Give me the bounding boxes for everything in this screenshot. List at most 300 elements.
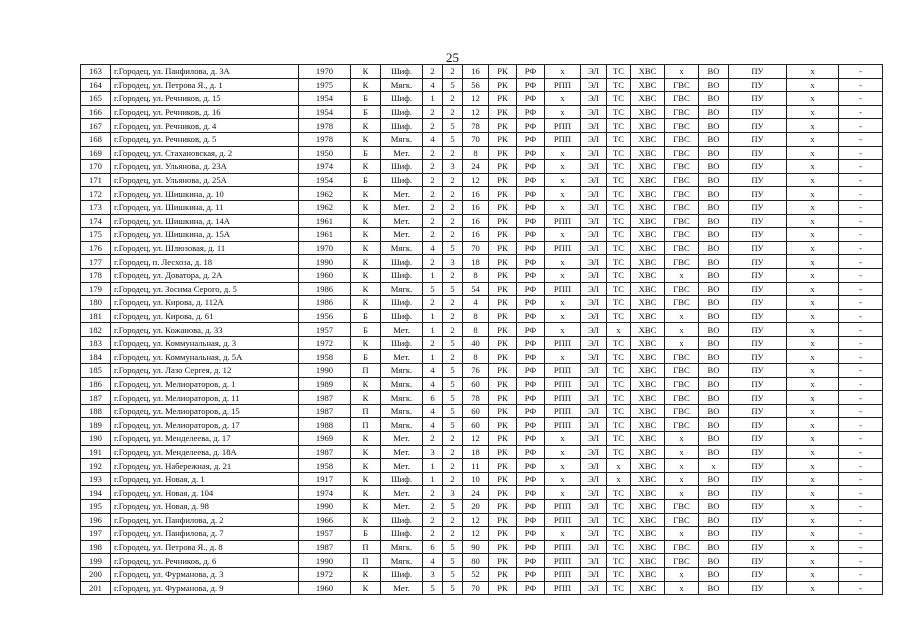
cell-row-number: 176 xyxy=(81,241,111,255)
table-row xyxy=(81,391,883,405)
cell-roof-type: Мет. xyxy=(381,200,423,214)
cell-wall-material: К xyxy=(351,78,381,92)
cell-col-ts: ТС xyxy=(607,160,631,174)
cell-col-rf: РФ xyxy=(517,187,545,201)
cell-year: 1989 xyxy=(299,377,351,391)
cell-col-vo: ВО xyxy=(699,78,729,92)
cell-address: г.Городец, ул. Новая, д. 1 xyxy=(111,472,299,486)
cell-col-rk: РК xyxy=(489,132,517,146)
cell-year: 1969 xyxy=(299,432,351,446)
cell-row-number: 192 xyxy=(81,459,111,473)
cell-col-hvs: ХВС xyxy=(631,323,665,337)
cell-col-vo: ВО xyxy=(699,119,729,133)
cell-col-vo: ВО xyxy=(699,336,729,350)
cell-year: 1974 xyxy=(299,486,351,500)
cell-col-x: х xyxy=(787,92,839,106)
cell-col-pu: ПУ xyxy=(729,78,787,92)
cell-col-vo: ВО xyxy=(699,500,729,514)
cell-col-hvs: ХВС xyxy=(631,309,665,323)
cell-col-el: ЭЛ xyxy=(581,567,607,581)
cell-col-rk: РК xyxy=(489,567,517,581)
cell-col-rpp: х xyxy=(545,146,581,160)
cell-row-number: 163 xyxy=(81,65,111,79)
cell-col-dash: - xyxy=(839,228,883,242)
cell-col-hvs: ХВС xyxy=(631,132,665,146)
cell-entrances: 2 xyxy=(423,146,443,160)
cell-col-x: х xyxy=(787,486,839,500)
cell-roof-type: Шиф. xyxy=(381,567,423,581)
cell-row-number: 171 xyxy=(81,173,111,187)
cell-roof-type: Мягк. xyxy=(381,132,423,146)
cell-col-pu: ПУ xyxy=(729,377,787,391)
cell-floors: 5 xyxy=(443,282,463,296)
cell-entrances: 2 xyxy=(423,527,443,541)
cell-col-ts: ТС xyxy=(607,105,631,119)
cell-col-el: ЭЛ xyxy=(581,78,607,92)
cell-col-rpp: РПП xyxy=(545,554,581,568)
cell-col-vo: ВО xyxy=(699,173,729,187)
cell-col-rpp: РПП xyxy=(545,282,581,296)
cell-col-hvs: ХВС xyxy=(631,581,665,595)
cell-col-ts: ТС xyxy=(607,173,631,187)
cell-year: 1990 xyxy=(299,554,351,568)
cell-col-ts: ТС xyxy=(607,200,631,214)
cell-col-rf: РФ xyxy=(517,119,545,133)
cell-col-vo: ВО xyxy=(699,364,729,378)
cell-col-dash: - xyxy=(839,105,883,119)
table-row xyxy=(81,459,883,473)
cell-col-rpp: РПП xyxy=(545,336,581,350)
cell-col-x: х xyxy=(787,567,839,581)
cell-roof-type: Мягк. xyxy=(381,540,423,554)
cell-col-rf: РФ xyxy=(517,432,545,446)
cell-entrances: 1 xyxy=(423,459,443,473)
cell-col-rf: РФ xyxy=(517,146,545,160)
cell-col-ts: ТС xyxy=(607,296,631,310)
cell-entrances: 4 xyxy=(423,78,443,92)
cell-col-x: х xyxy=(787,65,839,79)
cell-wall-material: К xyxy=(351,336,381,350)
cell-col-rpp: х xyxy=(545,65,581,79)
cell-roof-type: Шиф. xyxy=(381,336,423,350)
cell-roof-type: Мет. xyxy=(381,445,423,459)
cell-col-el: ЭЛ xyxy=(581,540,607,554)
cell-year: 1975 xyxy=(299,78,351,92)
cell-row-number: 193 xyxy=(81,472,111,486)
cell-row-number: 178 xyxy=(81,268,111,282)
cell-col-el: ЭЛ xyxy=(581,119,607,133)
cell-col-el: ЭЛ xyxy=(581,296,607,310)
cell-col-pu: ПУ xyxy=(729,404,787,418)
cell-wall-material: К xyxy=(351,268,381,282)
cell-col-x: х xyxy=(787,78,839,92)
table-row xyxy=(81,65,883,79)
table-row xyxy=(81,472,883,486)
cell-year: 1962 xyxy=(299,200,351,214)
cell-col-pu: ПУ xyxy=(729,350,787,364)
cell-col-vo: ВО xyxy=(699,418,729,432)
cell-apartments: 16 xyxy=(463,65,489,79)
cell-col-vo: ВО xyxy=(699,404,729,418)
cell-col-ts: ТС xyxy=(607,268,631,282)
cell-address: г.Городец, ул. Фурманова, д. 3 xyxy=(111,567,299,581)
cell-address: г.Городец, ул. Новая, д. 104 xyxy=(111,486,299,500)
cell-col-rk: РК xyxy=(489,350,517,364)
cell-col-el: ЭЛ xyxy=(581,282,607,296)
cell-col-hvs: ХВС xyxy=(631,214,665,228)
housing-table xyxy=(80,64,883,595)
cell-col-pu: ПУ xyxy=(729,92,787,106)
cell-floors: 3 xyxy=(443,486,463,500)
cell-apartments: 8 xyxy=(463,350,489,364)
cell-address: г.Городец, ул. Кирова, д. 112А xyxy=(111,296,299,310)
cell-apartments: 8 xyxy=(463,268,489,282)
cell-wall-material: П xyxy=(351,418,381,432)
cell-col-x: х xyxy=(787,459,839,473)
cell-col-gvs: х xyxy=(665,323,699,337)
cell-row-number: 172 xyxy=(81,187,111,201)
cell-floors: 2 xyxy=(443,268,463,282)
cell-col-hvs: ХВС xyxy=(631,336,665,350)
cell-col-el: ЭЛ xyxy=(581,513,607,527)
cell-entrances: 1 xyxy=(423,350,443,364)
cell-roof-type: Мягк. xyxy=(381,418,423,432)
cell-col-hvs: ХВС xyxy=(631,445,665,459)
cell-floors: 5 xyxy=(443,336,463,350)
cell-col-pu: ПУ xyxy=(729,323,787,337)
cell-col-x: х xyxy=(787,391,839,405)
cell-col-gvs: ГВС xyxy=(665,78,699,92)
cell-col-vo: ВО xyxy=(699,92,729,106)
cell-row-number: 196 xyxy=(81,513,111,527)
cell-col-ts: ТС xyxy=(607,241,631,255)
cell-year: 1987 xyxy=(299,404,351,418)
cell-roof-type: Мет. xyxy=(381,323,423,337)
cell-year: 1987 xyxy=(299,445,351,459)
cell-roof-type: Шиф. xyxy=(381,472,423,486)
cell-col-dash: - xyxy=(839,486,883,500)
cell-entrances: 5 xyxy=(423,581,443,595)
cell-apartments: 12 xyxy=(463,173,489,187)
cell-year: 1962 xyxy=(299,187,351,201)
cell-floors: 2 xyxy=(443,432,463,446)
table-row xyxy=(81,241,883,255)
cell-floors: 2 xyxy=(443,228,463,242)
cell-roof-type: Мет. xyxy=(381,214,423,228)
cell-col-rk: РК xyxy=(489,228,517,242)
cell-col-x: х xyxy=(787,445,839,459)
cell-roof-type: Мет. xyxy=(381,486,423,500)
cell-col-rpp: РПП xyxy=(545,418,581,432)
cell-col-x: х xyxy=(787,187,839,201)
cell-roof-type: Шиф. xyxy=(381,160,423,174)
cell-wall-material: К xyxy=(351,241,381,255)
cell-floors: 2 xyxy=(443,527,463,541)
cell-col-hvs: ХВС xyxy=(631,228,665,242)
cell-address: г.Городец, ул. Доватора, д. 2А xyxy=(111,268,299,282)
cell-col-rpp: РПП xyxy=(545,391,581,405)
cell-apartments: 16 xyxy=(463,228,489,242)
cell-col-gvs: ГВС xyxy=(665,418,699,432)
table-row xyxy=(81,350,883,364)
cell-wall-material: К xyxy=(351,459,381,473)
cell-year: 1960 xyxy=(299,268,351,282)
cell-address: г.Городец, ул. Лазо Сергея, д. 12 xyxy=(111,364,299,378)
cell-col-rf: РФ xyxy=(517,132,545,146)
cell-roof-type: Мягк. xyxy=(381,554,423,568)
cell-roof-type: Мягк. xyxy=(381,364,423,378)
cell-col-ts: ТС xyxy=(607,228,631,242)
cell-col-gvs: х xyxy=(665,432,699,446)
cell-col-pu: ПУ xyxy=(729,459,787,473)
cell-roof-type: Шиф. xyxy=(381,527,423,541)
cell-year: 1957 xyxy=(299,527,351,541)
cell-year: 1956 xyxy=(299,309,351,323)
cell-year: 1960 xyxy=(299,581,351,595)
cell-col-vo: ВО xyxy=(699,160,729,174)
cell-entrances: 2 xyxy=(423,255,443,269)
cell-col-rpp: х xyxy=(545,173,581,187)
table-row xyxy=(81,404,883,418)
cell-roof-type: Мет. xyxy=(381,459,423,473)
cell-col-vo: ВО xyxy=(699,228,729,242)
cell-year: 1970 xyxy=(299,241,351,255)
cell-col-x: х xyxy=(787,296,839,310)
cell-col-gvs: х xyxy=(665,309,699,323)
cell-col-ts: ТС xyxy=(607,418,631,432)
cell-col-dash: - xyxy=(839,296,883,310)
cell-col-rk: РК xyxy=(489,486,517,500)
cell-row-number: 165 xyxy=(81,92,111,106)
cell-col-rpp: РПП xyxy=(545,513,581,527)
cell-col-el: ЭЛ xyxy=(581,445,607,459)
cell-wall-material: К xyxy=(351,377,381,391)
cell-col-rf: РФ xyxy=(517,268,545,282)
cell-col-rf: РФ xyxy=(517,214,545,228)
cell-floors: 2 xyxy=(443,214,463,228)
cell-col-hvs: ХВС xyxy=(631,567,665,581)
cell-col-gvs: х xyxy=(665,527,699,541)
cell-col-rf: РФ xyxy=(517,323,545,337)
cell-apartments: 24 xyxy=(463,160,489,174)
cell-apartments: 24 xyxy=(463,486,489,500)
cell-wall-material: К xyxy=(351,228,381,242)
cell-col-x: х xyxy=(787,268,839,282)
cell-entrances: 2 xyxy=(423,336,443,350)
cell-col-rk: РК xyxy=(489,160,517,174)
cell-floors: 2 xyxy=(443,146,463,160)
cell-col-x: х xyxy=(787,214,839,228)
cell-year: 1958 xyxy=(299,459,351,473)
cell-col-el: ЭЛ xyxy=(581,160,607,174)
cell-col-gvs: ГВС xyxy=(665,364,699,378)
cell-col-pu: ПУ xyxy=(729,445,787,459)
cell-address: г.Городец, ул. Зосима Серого, д. 5 xyxy=(111,282,299,296)
cell-col-hvs: ХВС xyxy=(631,554,665,568)
cell-col-rk: РК xyxy=(489,105,517,119)
cell-floors: 5 xyxy=(443,418,463,432)
cell-col-rk: РК xyxy=(489,581,517,595)
cell-col-rk: РК xyxy=(489,187,517,201)
cell-col-pu: ПУ xyxy=(729,146,787,160)
cell-col-gvs: ГВС xyxy=(665,92,699,106)
cell-col-pu: ПУ xyxy=(729,296,787,310)
cell-col-gvs: ГВС xyxy=(665,513,699,527)
cell-col-dash: - xyxy=(839,241,883,255)
cell-col-rpp: РПП xyxy=(545,404,581,418)
table-row xyxy=(81,432,883,446)
cell-col-rf: РФ xyxy=(517,173,545,187)
cell-address: г.Городец, ул. Ульянова, д. 25А xyxy=(111,173,299,187)
cell-col-hvs: ХВС xyxy=(631,105,665,119)
cell-col-pu: ПУ xyxy=(729,540,787,554)
cell-entrances: 2 xyxy=(423,65,443,79)
cell-roof-type: Мягк. xyxy=(381,241,423,255)
cell-col-x: х xyxy=(787,377,839,391)
cell-col-rpp: РПП xyxy=(545,581,581,595)
cell-floors: 5 xyxy=(443,132,463,146)
cell-col-rf: РФ xyxy=(517,377,545,391)
cell-col-gvs: ГВС xyxy=(665,350,699,364)
cell-year: 1950 xyxy=(299,146,351,160)
cell-col-dash: - xyxy=(839,432,883,446)
cell-col-pu: ПУ xyxy=(729,241,787,255)
cell-col-el: ЭЛ xyxy=(581,554,607,568)
cell-col-rpp: х xyxy=(545,486,581,500)
cell-col-vo: ВО xyxy=(699,323,729,337)
cell-col-rf: РФ xyxy=(517,404,545,418)
cell-entrances: 2 xyxy=(423,214,443,228)
table-row xyxy=(81,119,883,133)
cell-col-x: х xyxy=(787,500,839,514)
cell-col-pu: ПУ xyxy=(729,214,787,228)
cell-col-rk: РК xyxy=(489,146,517,160)
cell-col-x: х xyxy=(787,581,839,595)
cell-row-number: 194 xyxy=(81,486,111,500)
cell-col-rpp: х xyxy=(545,92,581,106)
cell-row-number: 180 xyxy=(81,296,111,310)
cell-floors: 5 xyxy=(443,364,463,378)
cell-apartments: 12 xyxy=(463,432,489,446)
cell-col-gvs: х xyxy=(665,486,699,500)
cell-year: 1988 xyxy=(299,418,351,432)
cell-col-rf: РФ xyxy=(517,350,545,364)
cell-col-gvs: ГВС xyxy=(665,540,699,554)
cell-col-rk: РК xyxy=(489,540,517,554)
cell-col-x: х xyxy=(787,364,839,378)
cell-address: г.Городец, ул. Мелиораторов, д. 15 xyxy=(111,404,299,418)
cell-col-vo: ВО xyxy=(699,214,729,228)
cell-apartments: 52 xyxy=(463,567,489,581)
cell-col-rf: РФ xyxy=(517,554,545,568)
cell-col-x: х xyxy=(787,418,839,432)
cell-col-rk: РК xyxy=(489,214,517,228)
cell-col-gvs: ГВС xyxy=(665,119,699,133)
cell-col-rpp: х xyxy=(545,160,581,174)
cell-wall-material: К xyxy=(351,445,381,459)
cell-col-dash: - xyxy=(839,268,883,282)
cell-col-hvs: ХВС xyxy=(631,459,665,473)
cell-col-dash: - xyxy=(839,173,883,187)
cell-wall-material: П xyxy=(351,364,381,378)
cell-col-vo: ВО xyxy=(699,377,729,391)
table-row xyxy=(81,445,883,459)
cell-floors: 2 xyxy=(443,472,463,486)
cell-col-gvs: ГВС xyxy=(665,377,699,391)
table-row xyxy=(81,554,883,568)
cell-col-gvs: х xyxy=(665,472,699,486)
cell-col-el: ЭЛ xyxy=(581,581,607,595)
cell-entrances: 1 xyxy=(423,472,443,486)
cell-col-rpp: РПП xyxy=(545,241,581,255)
cell-entrances: 2 xyxy=(423,160,443,174)
cell-col-hvs: ХВС xyxy=(631,486,665,500)
cell-row-number: 187 xyxy=(81,391,111,405)
cell-row-number: 185 xyxy=(81,364,111,378)
cell-col-rf: РФ xyxy=(517,527,545,541)
cell-col-gvs: ГВС xyxy=(665,200,699,214)
cell-apartments: 12 xyxy=(463,513,489,527)
cell-col-rf: РФ xyxy=(517,65,545,79)
cell-address: г.Городец, ул. Фурманова, д. 9 xyxy=(111,581,299,595)
cell-col-rk: РК xyxy=(489,282,517,296)
cell-col-rpp: РПП xyxy=(545,540,581,554)
cell-col-hvs: ХВС xyxy=(631,282,665,296)
cell-col-rk: РК xyxy=(489,65,517,79)
cell-col-vo: ВО xyxy=(699,105,729,119)
table-row xyxy=(81,132,883,146)
cell-col-rpp: РПП xyxy=(545,132,581,146)
cell-row-number: 168 xyxy=(81,132,111,146)
cell-apartments: 8 xyxy=(463,309,489,323)
cell-entrances: 2 xyxy=(423,432,443,446)
cell-col-pu: ПУ xyxy=(729,500,787,514)
cell-col-hvs: ХВС xyxy=(631,391,665,405)
cell-apartments: 60 xyxy=(463,418,489,432)
cell-col-dash: - xyxy=(839,445,883,459)
cell-year: 1978 xyxy=(299,132,351,146)
cell-col-x: х xyxy=(787,132,839,146)
cell-col-hvs: ХВС xyxy=(631,92,665,106)
table-row xyxy=(81,323,883,337)
cell-col-vo: ВО xyxy=(699,65,729,79)
table-row xyxy=(81,296,883,310)
cell-col-hvs: ХВС xyxy=(631,241,665,255)
cell-year: 1957 xyxy=(299,323,351,337)
cell-floors: 2 xyxy=(443,187,463,201)
cell-col-ts: ТС xyxy=(607,282,631,296)
cell-col-ts: ТС xyxy=(607,567,631,581)
cell-col-dash: - xyxy=(839,78,883,92)
cell-col-pu: ПУ xyxy=(729,119,787,133)
cell-floors: 2 xyxy=(443,173,463,187)
cell-col-rf: РФ xyxy=(517,309,545,323)
cell-col-pu: ПУ xyxy=(729,200,787,214)
cell-floors: 5 xyxy=(443,119,463,133)
cell-col-gvs: х xyxy=(665,567,699,581)
cell-roof-type: Шиф. xyxy=(381,296,423,310)
cell-col-rpp: РПП xyxy=(545,78,581,92)
cell-col-el: ЭЛ xyxy=(581,200,607,214)
cell-wall-material: К xyxy=(351,119,381,133)
cell-wall-material: К xyxy=(351,472,381,486)
cell-col-el: ЭЛ xyxy=(581,459,607,473)
cell-year: 1966 xyxy=(299,513,351,527)
cell-col-gvs: х xyxy=(665,445,699,459)
cell-col-gvs: ГВС xyxy=(665,241,699,255)
cell-col-x: х xyxy=(787,228,839,242)
table-row xyxy=(81,78,883,92)
